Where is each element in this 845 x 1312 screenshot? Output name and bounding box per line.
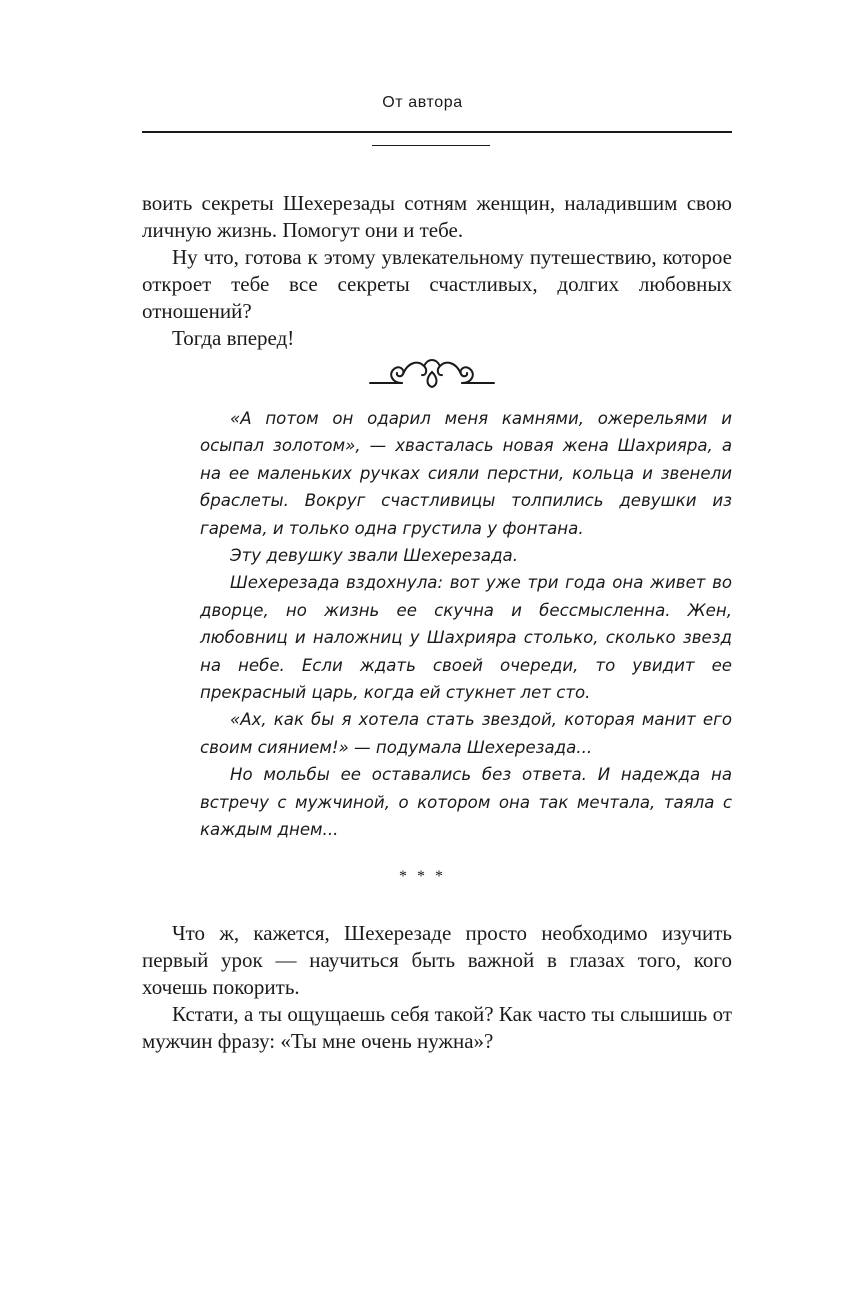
story-paragraph-5: Но мольбы ее оставались без ответа. И надежда на встречу с мужчиной, о котором она так мечтала, таяла с каждым днем... <box>200 765 732 840</box>
story-paragraph-1: «А потом он одарил меня камнями, ожерельями и осыпал золотом», — хвасталась новая жена Шахрияра, а на ее маленьких ручках сияли перстни, кольца и звенели браслеты. Вокруг счастливицы толпились девушки из гарема, и только одна грустила у фонтана. <box>200 409 732 538</box>
section-separator: * * * <box>399 868 446 885</box>
intro-paragraph-3: Тогда вперед! <box>172 326 295 350</box>
intro-paragraph-1: воить секреты Шехерезады сотням женщин, наладившим свою личную жизнь. Помогут они и тебе. <box>142 191 732 242</box>
intro-text <box>142 190 732 352</box>
header-rule-short <box>372 145 490 146</box>
story-paragraph-4: «Ах, как бы я хотела стать звездой, которая манит его своим сиянием!» — подумала Шехерезада... <box>200 710 732 757</box>
closing-paragraph-2: Кстати, а ты ощущаешь себя такой? Как часто ты слышишь от мужчин фразу: «Ты мне очень нужна»? <box>142 1002 732 1053</box>
closing-paragraph-1: Что ж, кажется, Шехерезаде просто необходимо изучить первый урок — научиться быть важной в глазах того, кого хочешь покорить. <box>142 921 732 999</box>
closing-text <box>142 920 732 1055</box>
scroll-flourish-divider-icon <box>368 352 496 392</box>
header-rule-long <box>142 131 732 133</box>
story-paragraph-3: Шехерезада вздохнула: вот уже три года она живет во дворце, но жизнь ее скучна и бессмысленна. Жен, любовниц и наложниц у Шахрияра столько, сколько звезд на небе. Если ждать своей очереди, то увидит ее прекрасный царь, когда ей стукнет лет сто. <box>200 573 732 703</box>
running-header: От автора <box>382 94 463 111</box>
intro-paragraph-2: Ну что, готова к этому увлекательному путешествию, которое откроет тебе все секреты счастливых, долгих любовных отношений? <box>142 245 732 323</box>
story-paragraph-2: Эту девушку звали Шехерезада. <box>230 546 519 566</box>
story-excerpt <box>200 405 732 844</box>
